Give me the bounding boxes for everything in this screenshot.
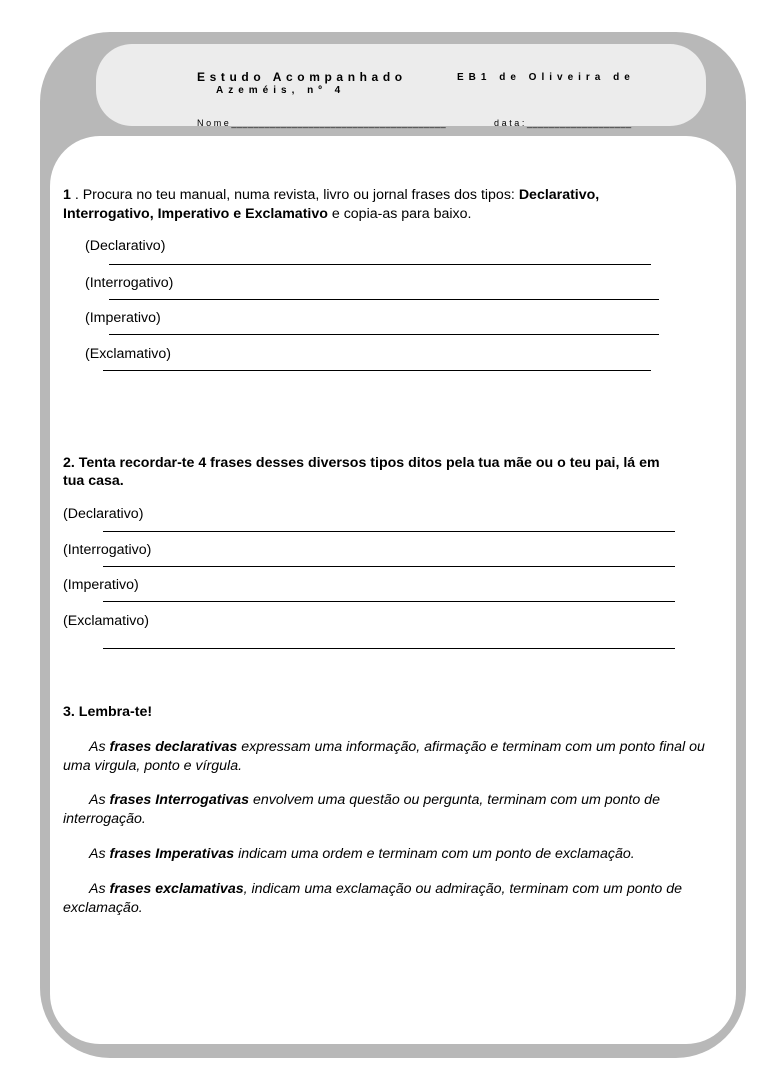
q1-answer-line-declarativo[interactable] <box>109 264 651 265</box>
q1-instruction-line1 <box>63 186 599 205</box>
date-field[interactable] <box>494 118 632 128</box>
q2-answer-line-declarativo[interactable] <box>103 531 675 532</box>
q2-label-imperativo: (Imperativo) <box>63 577 139 593</box>
q2-instruction-line2: tua casa. <box>63 473 124 489</box>
q1-bold-a: Declarativo, <box>518 187 600 203</box>
q1-number: 1 <box>63 187 71 203</box>
q3-p4-c: , indicam uma exclamação ou admiração, terminam com um ponto de exclamação. <box>63 881 683 916</box>
header-box <box>96 44 706 126</box>
q3-paragraph-declarativas <box>63 738 723 776</box>
school-name-line2: Azeméis, nº 4 <box>216 85 346 96</box>
q3-title: 3. Lembra-te! <box>63 704 153 720</box>
q1-label-declarativo: (Declarativo) <box>85 238 166 254</box>
school-name-line1: EB1 de Oliveira de <box>457 72 635 83</box>
q3-p3-term: frases Imperativas <box>109 846 235 862</box>
date-blank: ___________________ <box>527 118 632 128</box>
date-label: data: <box>494 118 528 128</box>
q1-label-interrogativo: (Interrogativo) <box>85 275 174 291</box>
q3-p3-c: indicam uma ordem e terminam com um ponto de exclamação. <box>234 846 635 862</box>
q2-answer-line-exclamativo[interactable] <box>103 648 675 649</box>
q3-p2-c: envolvem uma questão ou pergunta, terminam com um ponto de interrogação. <box>63 792 660 827</box>
q2-answer-line-interrogativo[interactable] <box>103 566 675 567</box>
name-label: Nome <box>197 118 232 128</box>
q3-paragraph-imperativas <box>63 845 723 864</box>
q1-label-imperativo: (Imperativo) <box>85 310 161 326</box>
q1-text-a: . Procura no teu manual, numa revista, livro ou jornal frases dos tipos: <box>70 187 519 203</box>
q1-label-exclamativo: (Exclamativo) <box>85 346 171 362</box>
q3-p4-term: frases exclamativas <box>109 881 244 897</box>
q1-instruction-line2 <box>63 205 471 224</box>
q2-label-declarativo: (Declarativo) <box>63 506 144 522</box>
q3-p4-a: As <box>89 881 110 897</box>
q3-p2-term: frases Interrogativas <box>109 792 250 808</box>
q1-answer-line-exclamativo[interactable] <box>103 370 651 371</box>
q2-label-exclamativo: (Exclamativo) <box>63 613 149 629</box>
q2-answer-line-imperativo[interactable] <box>103 601 675 602</box>
q1-bold-b: Interrogativo, Imperativo e Exclamativo <box>63 206 328 222</box>
q3-p2-a: As <box>89 792 110 808</box>
q3-p1-term: frases declarativas <box>109 739 238 755</box>
q3-p1-a: As <box>89 739 110 755</box>
name-blank: _______________________________________ <box>231 118 447 128</box>
q2-instruction-line1: 2. Tenta recordar-te 4 frases desses diversos tipos ditos pela tua mãe ou o teu pai, lá em <box>63 455 660 471</box>
q1-answer-line-interrogativo[interactable] <box>109 299 659 300</box>
q1-answer-line-imperativo[interactable] <box>109 334 659 335</box>
worksheet-title: Estudo Acompanhado <box>197 70 407 84</box>
q3-paragraph-exclamativas <box>63 880 723 918</box>
q3-paragraph-interrogativas <box>63 791 723 829</box>
name-field[interactable] <box>197 118 446 128</box>
q3-p3-a: As <box>89 846 110 862</box>
q2-label-interrogativo: (Interrogativo) <box>63 542 152 558</box>
q1-text-b: e copia-as para baixo. <box>327 206 472 222</box>
q3-p1-c: expressam uma informação, afirmação e terminam com um ponto final ou uma virgula, ponto e vírgula. <box>63 739 705 774</box>
